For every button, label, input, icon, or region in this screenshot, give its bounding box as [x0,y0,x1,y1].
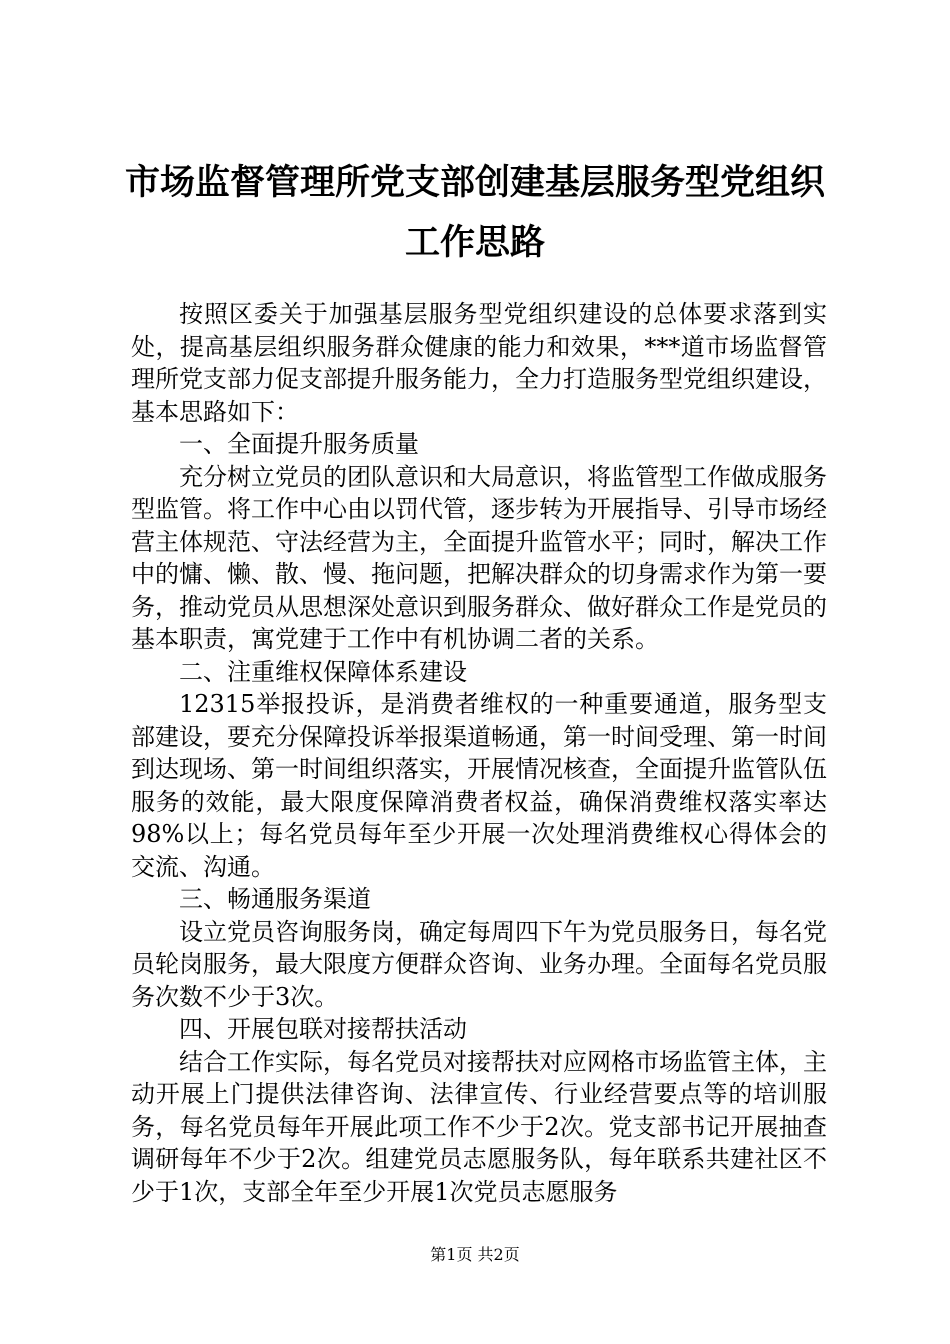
section-paragraph-3: 设立党员咨询服务岗，确定每周四下午为党员服务日，每名党员轮岗服务，最大限度方便群众咨询、业务办理。全面每名党员服务次数不少于3次。 [131,917,827,1011]
page-number-footer: 第1页 共2页 [430,1245,520,1264]
section-paragraph-2: 12315举报投诉，是消费者维权的一种重要通道，服务型支部建设，要充分保障投诉举报渠道畅通，第一时间受理、第一时间到达现场、第一时间组织落实，开展情况核查，全面提升监管队伍服务的效能，最大限度保障消费者权益，确保消费维权落实率达98%以上；每名党员每年至少开展一次处理消费维权心得体会的交流、沟通。 [131,690,827,881]
section-paragraph-4: 结合工作实际，每名党员对接帮扶对应网格市场监管主体，主动开展上门提供法律咨询、法律宣传、行业经营要点等的培训服务，每名党员每年开展此项工作不少于2次。党支部书记开展抽查调研每年不少于2次。组建党员志愿服务队，每年联系共建社区不少于1次，支部全年至少开展1次党员志愿服务 [131,1047,827,1206]
intro-paragraph: 按照区委关于加强基层服务型党组织建设的总体要求落到实处，提高基层组织服务群众健康的能力和效果，***道市场监督管理所党支部力促支部提升服务能力，全力打造服务型党组织建设，基本思路如下： [131,300,827,426]
document-title-line-1: 市场监督管理所党支部创建基层服务型党组织 [124,162,825,203]
document-title-line-2: 工作思路 [404,222,545,263]
section-heading-2: 二、注重维权保障体系建设 [179,657,467,686]
section-paragraph-1: 充分树立党员的团队意识和大局意识，将监管型工作做成服务型监管。将工作中心由以罚代管，逐步转为开展指导、引导市场经营主体规范、守法经营为主，全面提升监管水平；同时，解决工作中的慵、懒、散、慢、拖问题，把解决群众的切身需求作为第一要务，推动党员从思想深处意识到服务群众、做好群众工作是党员的基本职责，寓党建于工作中有机协调二者的关系。 [131,462,827,653]
section-heading-1: 一、全面提升服务质量 [179,430,419,458]
document-body [131,298,827,1208]
section-heading-4: 四、开展包联对接帮扶活动 [179,1015,467,1043]
section-heading-3: 三、畅通服务渠道 [179,885,371,913]
